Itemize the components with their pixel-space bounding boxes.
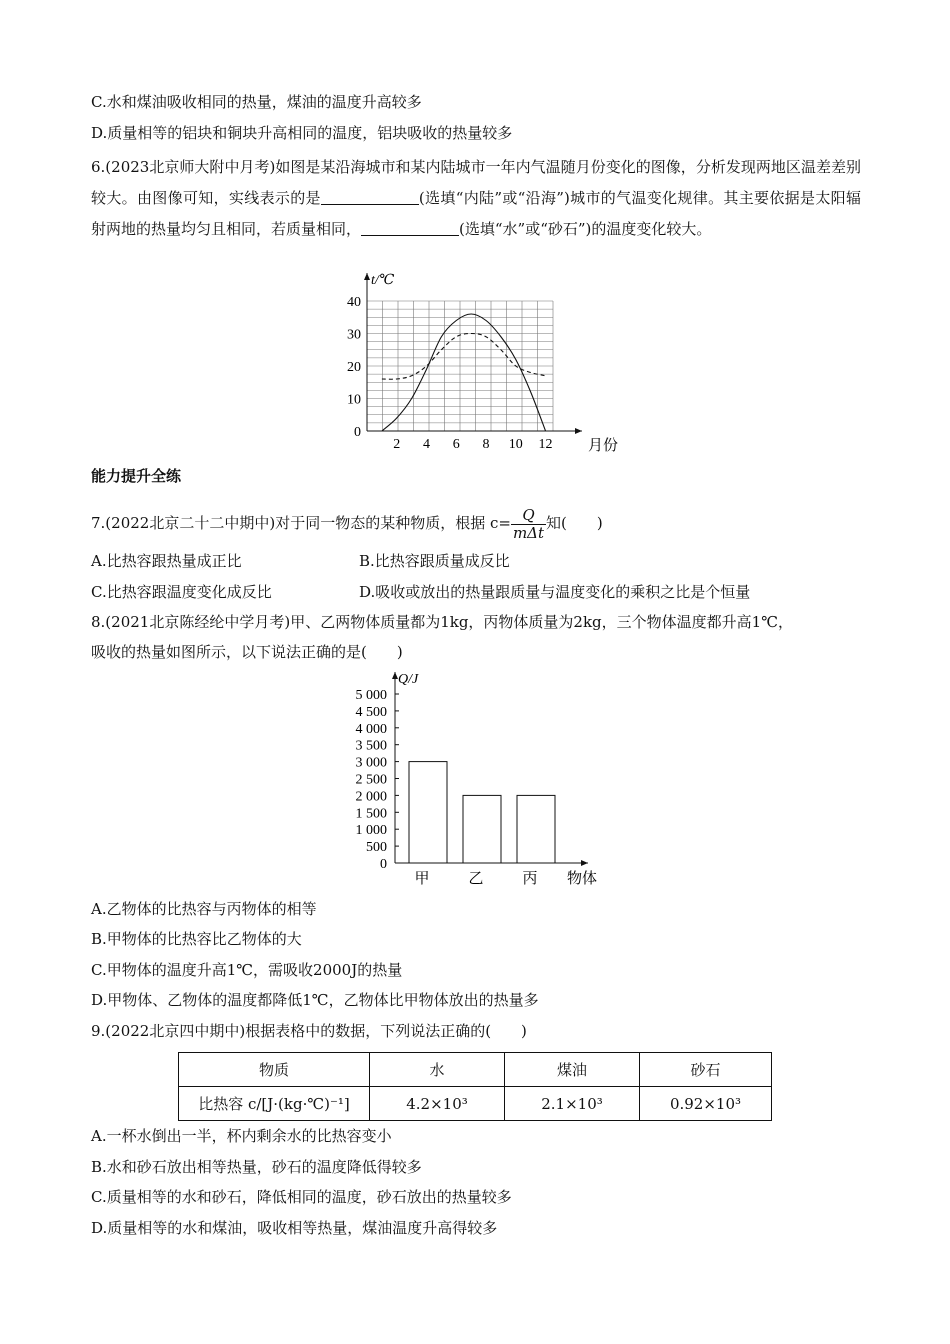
q8-text-2: 吸收的热量如图所示，以下说法正确的是(: [91, 643, 367, 661]
q9-stem: [91, 1021, 527, 1041]
q9-text: 9.(2022北京四中期中)根据表格中的数据，下列说法正确的(: [91, 1022, 492, 1040]
y-axis-arrow: [364, 273, 370, 280]
x-axis-arrow: [581, 860, 588, 866]
q8-option-a: A.乙物体的比热容与丙物体的相等: [91, 900, 317, 918]
x-axis-label: 月份: [588, 438, 619, 454]
q8-text-2-wrap: [91, 642, 403, 662]
y-tick-label: 20: [347, 360, 361, 375]
y-tick-label: 4 000: [355, 721, 387, 737]
table-cell: 0.92×10³: [640, 1087, 772, 1121]
q8-text-1: 8.(2021北京陈经纶中学月考)甲、乙两物体质量都为1kg，丙物体质量为2kg，三个物体温度都升高1℃，: [91, 613, 793, 631]
x-tick-label: 2: [393, 437, 401, 452]
y-tick-label: 4 500: [355, 704, 387, 720]
table-cell: 2.1×10³: [505, 1087, 640, 1121]
q7-close-paren: ): [596, 514, 603, 532]
q9-option-c: C.质量相等的水和砂石，降低相同的温度，砂石放出的热量较多: [91, 1188, 512, 1206]
section-title: 能力提升全练: [91, 467, 182, 485]
bar-3: [517, 795, 555, 863]
bar-2: [463, 795, 501, 863]
q9-option-d: D.质量相等的水和煤油，吸收相等热量，煤油温度升高得较多: [91, 1219, 498, 1237]
y-tick-label: 10: [347, 392, 361, 408]
q7-text-before: 7.(2022北京二十二中期中)对于同一物态的某种物质，根据 c=: [91, 514, 511, 532]
y-tick-label: 0: [354, 425, 361, 440]
table-row: [179, 1087, 772, 1121]
q5-option-c: C.水和煤油吸收相同的热量，煤油的温度升高较多: [91, 93, 422, 111]
bar-1: [409, 762, 447, 863]
x-tick-label: 12: [538, 437, 553, 452]
table-header-cell: 水: [370, 1053, 505, 1087]
y-tick-label: 30: [347, 327, 361, 343]
x-tick-label: 4: [423, 437, 431, 452]
solid-series-line: [382, 314, 546, 431]
x-tick-label: 乙: [468, 871, 484, 887]
q8-close-paren: ): [396, 643, 403, 661]
q7-text-after: 知(: [546, 514, 567, 532]
y-tick-label: 500: [366, 840, 387, 856]
q6-blank-1[interactable]: [321, 188, 419, 205]
q6-stem: [91, 152, 861, 245]
x-axis-label: 物体: [567, 871, 598, 887]
q6-blank-2[interactable]: [361, 219, 459, 236]
dashed-series-line: [382, 334, 546, 380]
x-tick-label: 6: [452, 437, 460, 452]
table-header-row: [179, 1053, 772, 1087]
y-tick-label: 3 500: [355, 738, 387, 754]
q5-option-d: D.质量相等的铝块和铜块升高相同的温度，铝块吸收的热量较多: [91, 124, 513, 142]
q9-option-b: B.水和砂石放出相等热量，砂石的温度降低得较多: [91, 1158, 422, 1176]
q7-option-d: D.吸收或放出的热量跟质量与温度变化的乘积之比是个恒量: [359, 583, 751, 601]
x-tick-label: 10: [508, 437, 523, 452]
y-tick-label: 2 500: [355, 772, 387, 788]
y-tick-label: 1 000: [355, 823, 387, 839]
y-tick-label: 1 500: [355, 806, 387, 822]
q6-text-2: (选填“内陆”或“沿海”)城市的气温变化规律。其主要依据是太阳辐射两地的热量均匀且相同，若质量相同，: [91, 189, 861, 238]
q6-text-1: 6.(2023北京师大附中月考)如图是某沿海城市和某内陆城市一年内气温随月份变化的图像，分析发现两地区温差差别较大。由图像可知，实线表示的是: [91, 158, 861, 207]
y-axis-label: Q/J: [398, 672, 419, 687]
table-cell: 4.2×10³: [370, 1087, 505, 1121]
y-tick-label: 5 000: [355, 688, 387, 703]
specific-heat-table: [178, 1052, 772, 1121]
q9-option-a: A.一杯水倒出一半，杯内剩余水的比热容变小: [91, 1127, 392, 1145]
q8-option-b: B.甲物体的比热容比乙物体的大: [91, 930, 302, 948]
q8-option-c: C.甲物体的温度升高1℃，需吸收2000J的热量: [91, 961, 403, 979]
y-axis-label: t/℃: [371, 273, 395, 288]
q6-text-3: (选填“水”或“砂石”)的温度变化较大。: [459, 220, 712, 238]
x-axis-arrow: [575, 428, 582, 434]
q9-close-paren: ): [521, 1022, 527, 1040]
y-tick-label: 40: [347, 295, 361, 310]
q8-option-d: D.甲物体、乙物体的温度都降低1℃，乙物体比甲物体放出的热量多: [91, 991, 539, 1009]
y-tick-label: 2 000: [355, 789, 387, 805]
table-row-label: 比热容 c/[J·(kg·℃)⁻¹]: [179, 1087, 370, 1121]
formula-denominator: mΔt: [512, 523, 545, 542]
table-header-cell: 煤油: [505, 1053, 640, 1087]
table-header-cell: 砂石: [640, 1053, 772, 1087]
formula-numerator: Q: [511, 507, 546, 525]
q7-option-c: C.比热容跟温度变化成反比: [91, 583, 272, 601]
formula-fraction: [511, 507, 546, 542]
table-header-cell: 物质: [179, 1053, 370, 1087]
q7-option-a: A.比热容跟热量成正比: [91, 552, 242, 570]
q7-option-b: B.比热容跟质量成反比: [359, 552, 510, 570]
x-tick-label: 丙: [522, 871, 538, 887]
y-tick-label: 0: [380, 857, 387, 872]
temperature-line-chart: [330, 268, 620, 458]
q7-stem: [91, 506, 603, 542]
x-tick-label: 甲: [414, 871, 430, 887]
y-tick-label: 3 000: [355, 755, 387, 771]
x-tick-label: 8: [482, 437, 490, 452]
heat-bar-chart: [320, 664, 620, 890]
